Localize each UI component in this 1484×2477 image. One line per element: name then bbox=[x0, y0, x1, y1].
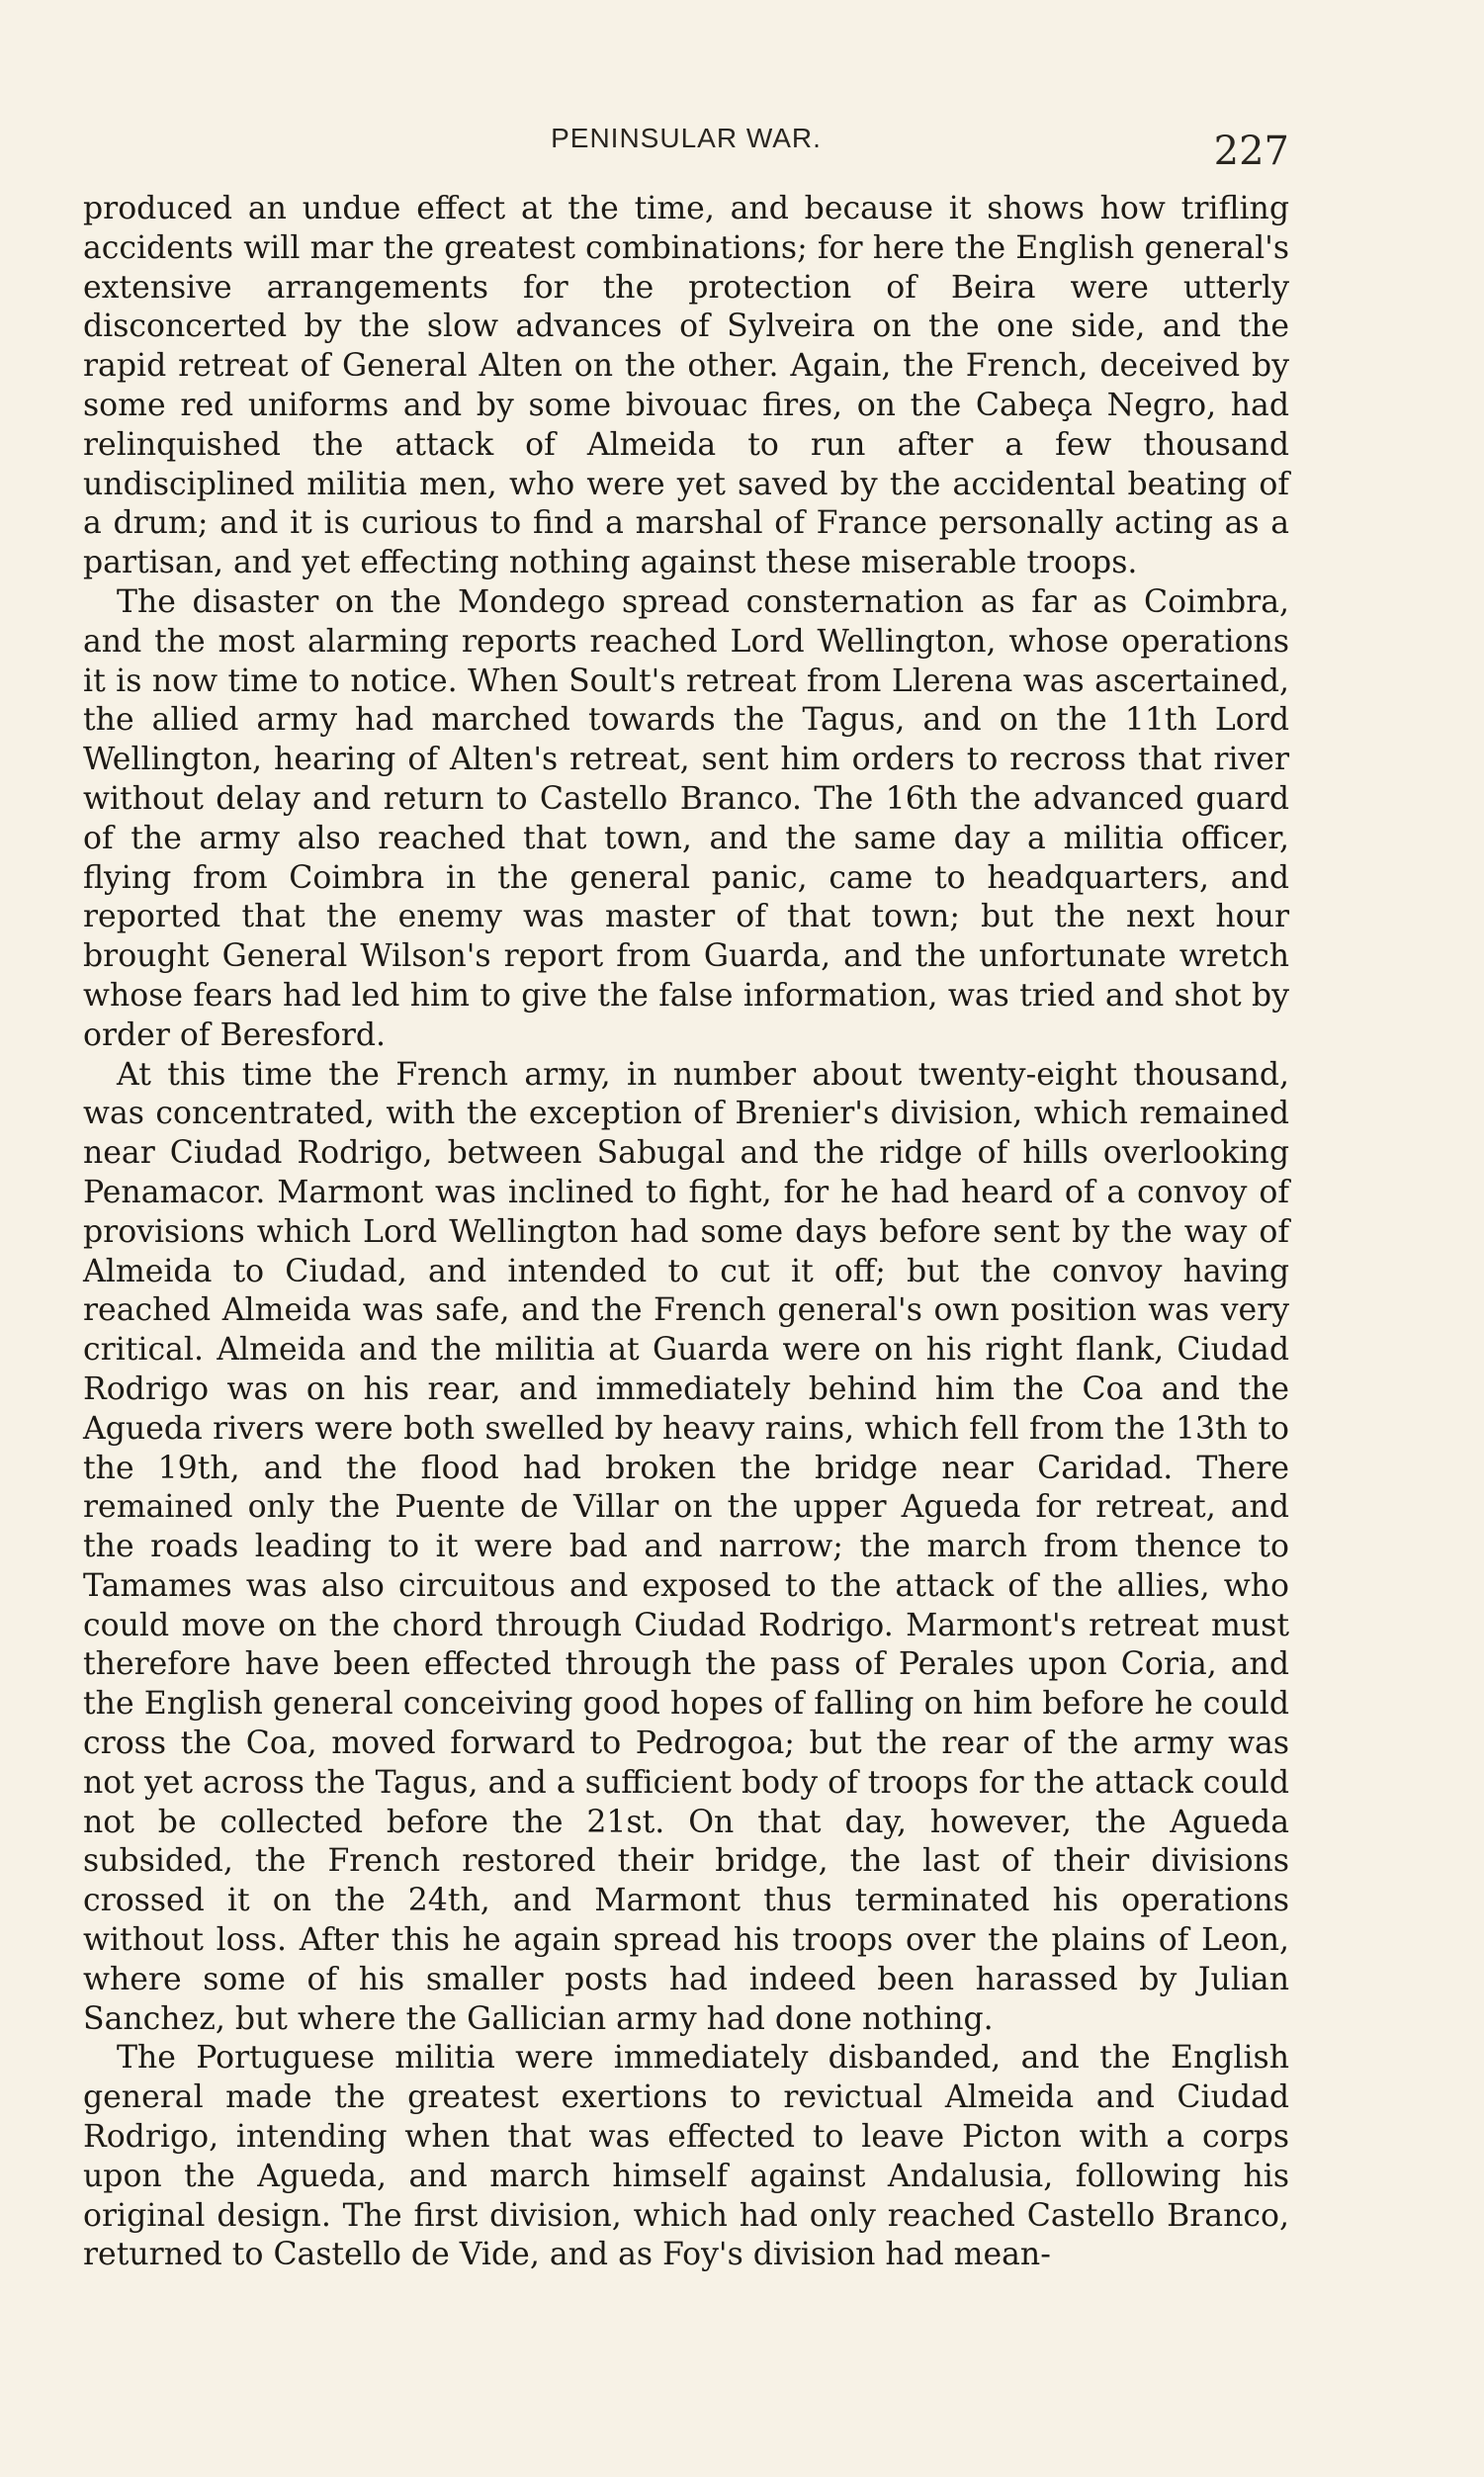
paragraph-2: The disaster on the Mondego spread consternation as far as Coimbra, and the most alarming reports reached Lord Wellington, whose operations it is now time to notice. When Soult's retreat from Llerena was ascertained, the allied army had marched towards the Tagus, and on the 11th Lord Wellington, hearing of Alten's retreat, sent him orders to recross that river without delay and return to Castello Branco. The 16th the advanced guard of the army also reached that town, and the same day a militia officer, flying from Coimbra in the general panic, came to headquarters, and reported that the enemy was master of that town; but the next hour brought General Wilson's report from Guarda, and the unfortunate wretch whose fears had led him to give the false information, was tried and shot by order of Beresford. bbox=[83, 583, 1289, 1053]
paragraph-1: produced an undue effect at the time, and because it shows how trifling accidents will mar the greatest combinations; for here the English general's extensive arrangements for the protection of Beira were utterly disconcerted by the slow advances of Sylveira on the one side, and the rapid retreat of General Alten on the other. Again, the French, deceived by some red uniforms and by some bivouac fires, on the Cabeça Negro, had relinquished the attack of Almeida to run after a few thousand undisciplined militia men, who were yet saved by the accidental beating of a drum; and it is curious to find a marshal of France personally acting as a partisan, and yet effecting nothing against these miserable troops. bbox=[83, 191, 1289, 581]
paragraph-3: At this time the French army, in number about twenty-eight thousand, was concentrated, with the exception of Brenier's division, which remained near Ciudad Rodrigo, between Sabugal and the ridge of hills overlooking Penamacor. Marmont was inclined to fight, for he had heard of a convoy of provisions which Lord Wellington had some days before sent by the way of Almeida to Ciudad, and intended to cut it off; but the convoy having reached Almeida was safe, and the French general's own position was very critical. Almeida and the militia at Guarda were on his right flank, Ciudad Rodrigo was on his rear, and immediately behind him the Coa and the Agueda rivers were both swelled by heavy rains, which fell from the 13th to the 19th, and the flood had broken the bridge near Caridad. There remained only the Puente de Villar on the upper Agueda for retreat, and the roads leading to it were bad and narrow; the march from thence to Tamames was also circuitous and exposed to the attack of the allies, who could move on the chord through Ciudad Rodrigo. Marmont's retreat must therefore have been effected through the pass of Perales upon Coria, and the English general conceiving good hopes of falling on him before he could cross the Coa, moved forward to Pedrogoa; but the rear of the army was not yet across the Tagus, and a sufficient body of troops for the attack could not be collected before the 21st. On that day, however, the Agueda subsided, the French restored their bridge, the last of their divisions crossed it on the 24th, and Marmont thus terminated his operations without loss. After this he again spread his troops over the plains of Leon, where some of his smaller posts had indeed been harassed by Julian Sanchez, but where the Gallician army had done nothing. bbox=[83, 1056, 1289, 2037]
page-number: 227 bbox=[1213, 129, 1289, 174]
body-text bbox=[83, 190, 1289, 2275]
running-head bbox=[83, 117, 1289, 172]
running-title: PENINSULAR WAR. bbox=[551, 123, 822, 153]
paragraph-4: The Portuguese militia were immediately disbanded, and the English general made the greatest exertions to revictual Almeida and Ciudad Rodrigo, intending when that was effected to leave Picton with a corps upon the Agueda, and march himself against Andalusia, following his original design. The first division, which had only reached Castello Branco, returned to Castello de Vide, and as Foy's division had mean- bbox=[83, 2040, 1289, 2273]
